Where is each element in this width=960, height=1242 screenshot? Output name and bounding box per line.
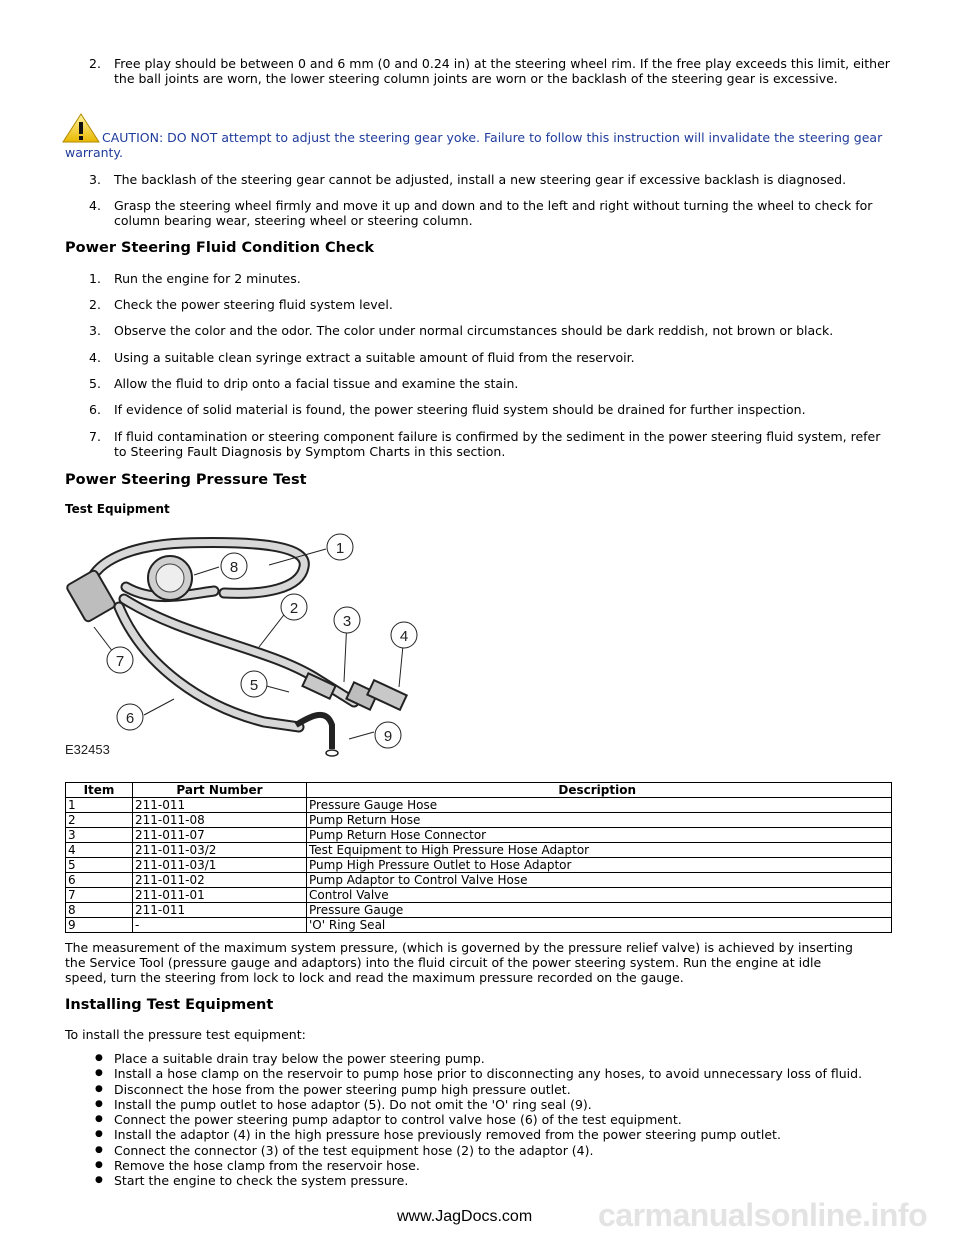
cell-item: 6 (66, 873, 133, 888)
svg-text:6: 6 (125, 710, 135, 727)
step-text: Check the power steering fluid system level. (114, 297, 393, 312)
footer-link[interactable]: www.JagDocs.com (397, 1208, 533, 1225)
callout-4 (391, 622, 417, 648)
install-steps-list (92, 1051, 932, 1189)
step-number: 3. (89, 172, 101, 187)
step-text: Using a suitable clean syringe extract a suitable amount of fluid from the reservoir. (114, 350, 635, 365)
list-item: ● Install a hose clamp on the reservoir to pump hose prior to disconnecting any hoses, to avoid unnecessary loss of fluid. (92, 1066, 932, 1081)
table-row (66, 918, 892, 933)
cell-part-number: 211-011-02 (133, 873, 307, 888)
list-item: ● Place a suitable drain tray below the power steering pump. (92, 1051, 932, 1066)
cell-item: 8 (66, 903, 133, 918)
cell-part-number: 211-011-03/1 (133, 858, 307, 873)
measurement-paragraph: The measurement of the maximum system pressure, (which is governed by the pressure relief valve) is achieved by inserting the Service Tool (pressure gauge and adaptors) into the fluid circuit of the power steering system. Run the engine at idle speed, turn the steering from lock to lock and read the maximum pressure recorded on the gauge. (65, 940, 853, 985)
cell-item: 2 (66, 813, 133, 828)
step-text: Free play should be between 0 and 6 mm (0 and 0.24 in) at the steering wheel rim. If the free play exceeds this limit, either the ball joints are worn, the lower steering column joints are worn or the backlash of the steering gear is excessive. (114, 56, 890, 86)
list-item: ● Connect the connector (3) of the test equipment hose (2) to the adaptor (4). (92, 1143, 932, 1158)
list-item: ● Install the pump outlet to hose adaptor (5). Do not omit the 'O' ring seal (9). (92, 1097, 932, 1112)
svg-text:9: 9 (383, 728, 393, 745)
list-item: ● Start the engine to check the system pressure. (92, 1173, 932, 1188)
cell-part-number: 211-011-03/2 (133, 843, 307, 858)
callout-3 (334, 607, 360, 633)
cell-description: Pump Return Hose Connector (307, 828, 892, 843)
cell-part-number: 211-011 (133, 798, 307, 813)
step-text: Grasp the steering wheel firmly and move it up and down and to the left and right without turning the wheel to check for column bearing wear, steering wheel or steering column. (114, 198, 873, 228)
table-row (66, 873, 892, 888)
step-number: 5. (89, 376, 101, 391)
cell-part-number: 211-011-08 (133, 813, 307, 828)
column-header-item: Item (66, 783, 133, 798)
step-number: 1. (89, 271, 101, 286)
step-number: 2. (89, 56, 101, 71)
column-header-description: Description (307, 783, 892, 798)
cell-description: Pump High Pressure Outlet to Hose Adaptor (307, 858, 892, 873)
step-text: The backlash of the steering gear cannot be adjusted, install a new steering gear if excessive backlash is diagnosed. (114, 172, 847, 187)
cell-item: 9 (66, 918, 133, 933)
callout-8 (221, 553, 247, 579)
step-text: Run the engine for 2 minutes. (114, 271, 301, 286)
list-item: ● Remove the hose clamp from the reservoir hose. (92, 1158, 932, 1173)
svg-text:4: 4 (399, 628, 409, 645)
cell-description: Control Valve (307, 888, 892, 903)
cell-item: 7 (66, 888, 133, 903)
step-number: 4. (89, 350, 101, 365)
table-row (66, 903, 892, 918)
table-row (66, 828, 892, 843)
subheading: Test Equipment (65, 502, 170, 516)
svg-text:1: 1 (335, 540, 345, 557)
cell-item: 3 (66, 828, 133, 843)
step-text: If evidence of solid material is found, the power steering fluid system should be drained for further inspection. (114, 402, 806, 417)
watermark: carmanualsonline.info (598, 1197, 928, 1233)
list-item: ● Install the adaptor (4) in the high pressure hose previously removed from the power steering pump outlet. (92, 1127, 932, 1142)
cell-part-number: 211-011-01 (133, 888, 307, 903)
table-row (66, 813, 892, 828)
cell-description: Pressure Gauge Hose (307, 798, 892, 813)
section-heading: Power Steering Pressure Test (65, 472, 307, 488)
step-number: 7. (89, 429, 101, 444)
list-item: ● Connect the power steering pump adaptor to control valve hose (6) of the test equipment. (92, 1112, 932, 1127)
cell-description: Pump Adaptor to Control Valve Hose (307, 873, 892, 888)
cell-part-number: 211-011 (133, 903, 307, 918)
test-equipment-figure (64, 527, 424, 759)
svg-text:5: 5 (249, 677, 259, 694)
callout-1 (327, 534, 353, 560)
step-text: Observe the color and the odor. The color under normal circumstances should be dark reddish, not brown or black. (114, 323, 834, 338)
cell-description: Pressure Gauge (307, 903, 892, 918)
cell-item: 4 (66, 843, 133, 858)
svg-text:8: 8 (229, 559, 239, 576)
table-row (66, 858, 892, 873)
table-row (66, 843, 892, 858)
cell-item: 5 (66, 858, 133, 873)
svg-text:7: 7 (115, 653, 125, 670)
step-number: 2. (89, 297, 101, 312)
step-number: 4. (89, 198, 101, 213)
column-header-part-number: Part Number (133, 783, 307, 798)
list-item: ● Disconnect the hose from the power steering pump high pressure outlet. (92, 1082, 932, 1097)
callout-5 (241, 671, 267, 697)
step-text: If fluid contamination or steering component failure is confirmed by the sediment in the power steering fluid system, refer to Steering Fault Diagnosis by Symptom Charts in this section. (114, 429, 881, 459)
section-heading: Power Steering Fluid Condition Check (65, 240, 375, 256)
section-heading: Installing Test Equipment (65, 997, 274, 1013)
table-row (66, 798, 892, 813)
callout-6 (117, 704, 143, 730)
svg-text:3: 3 (342, 613, 352, 630)
svg-text:2: 2 (289, 600, 299, 617)
cell-part-number: 211-011-07 (133, 828, 307, 843)
install-intro: To install the pressure test equipment: (65, 1027, 306, 1042)
table-header-row (66, 783, 892, 798)
figure-id: E32453 (65, 742, 110, 757)
caution-text: CAUTION: DO NOT attempt to adjust the steering gear yoke. Failure to follow this instruction will invalidate the steering gear warranty. (65, 130, 883, 160)
cell-description: Pump Return Hose (307, 813, 892, 828)
table-row (66, 888, 892, 903)
callout-7 (107, 647, 133, 673)
cell-part-number: - (133, 918, 307, 933)
cell-description: 'O' Ring Seal (307, 918, 892, 933)
step-number: 3. (89, 323, 101, 338)
step-number: 6. (89, 402, 101, 417)
cell-description: Test Equipment to High Pressure Hose Adaptor (307, 843, 892, 858)
callout-2 (281, 594, 307, 620)
cell-item: 1 (66, 798, 133, 813)
parts-table (65, 782, 892, 933)
callout-9 (375, 722, 401, 748)
step-text: Allow the fluid to drip onto a facial tissue and examine the stain. (114, 376, 519, 391)
